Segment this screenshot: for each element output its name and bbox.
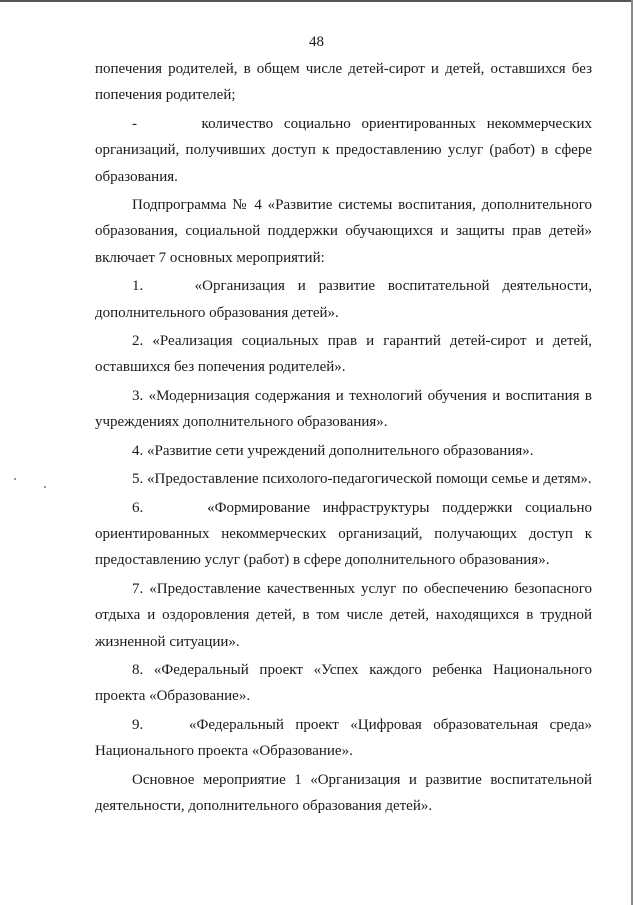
scan-speck: [14, 478, 16, 480]
list-item-3: 3. «Модернизация содержания и технологий обучения и воспитания в учреждениях дополнительного образования».: [95, 387, 592, 431]
list-item-4: 4. «Развитие сети учреждений дополнительного образования».: [132, 442, 534, 459]
list-item-6: 6. «Формирование инфраструктуры поддержки социально ориентированных некоммерческих организаций, получающих доступ к предоставлению услуг (работ) в сфере дополнительного образования».: [95, 499, 592, 569]
list-item-1: 1. «Организация и развитие воспитательной деятельности, дополнительного образования детей».: [95, 278, 592, 321]
paragraph-main-activity: Основное мероприятие 1 «Организация и развитие воспитательной деятельности, дополнительного образования детей».: [95, 771, 592, 814]
paragraph-subprogram-intro: Подпрограмма № 4 «Развитие системы воспитания, дополнительного образования, социальной поддержки обучающихся и защиты прав детей» включает 7 основных мероприятий:: [95, 197, 592, 266]
list-item-9: 9. «Федеральный проект «Цифровая образовательная среда» Национального проекта «Образование».: [95, 716, 592, 760]
list-item-2: 2. «Реализация социальных прав и гарантий детей-сирот и детей, оставшихся без попечения родителей».: [95, 333, 592, 376]
list-item-7: 7. «Предоставление качественных услуг по обеспечению безопасного отдыха и оздоровления детей, в том числе детей, находящихся в трудной жизненной ситуации».: [95, 580, 592, 650]
scan-top-edge: [0, 0, 633, 2]
page-number: 48: [309, 34, 324, 50]
body-text: [95, 56, 592, 819]
list-item-5: 5. «Предоставление психолого-педагогической помощи семье и детям».: [132, 471, 592, 488]
paragraph-continuation: попечения родителей, в общем числе детей-сирот и детей, оставшихся без попечения родителей;: [95, 61, 592, 104]
list-item-8: 8. «Федеральный проект «Успех каждого ребенка Национального проекта «Образование».: [95, 661, 592, 705]
scan-speck: [44, 486, 46, 488]
paragraph-bullet-item: - количество социально ориентированных некоммерческих организаций, получивших доступ к предоставлению услуг (работ) в сфере образования.: [95, 115, 592, 185]
